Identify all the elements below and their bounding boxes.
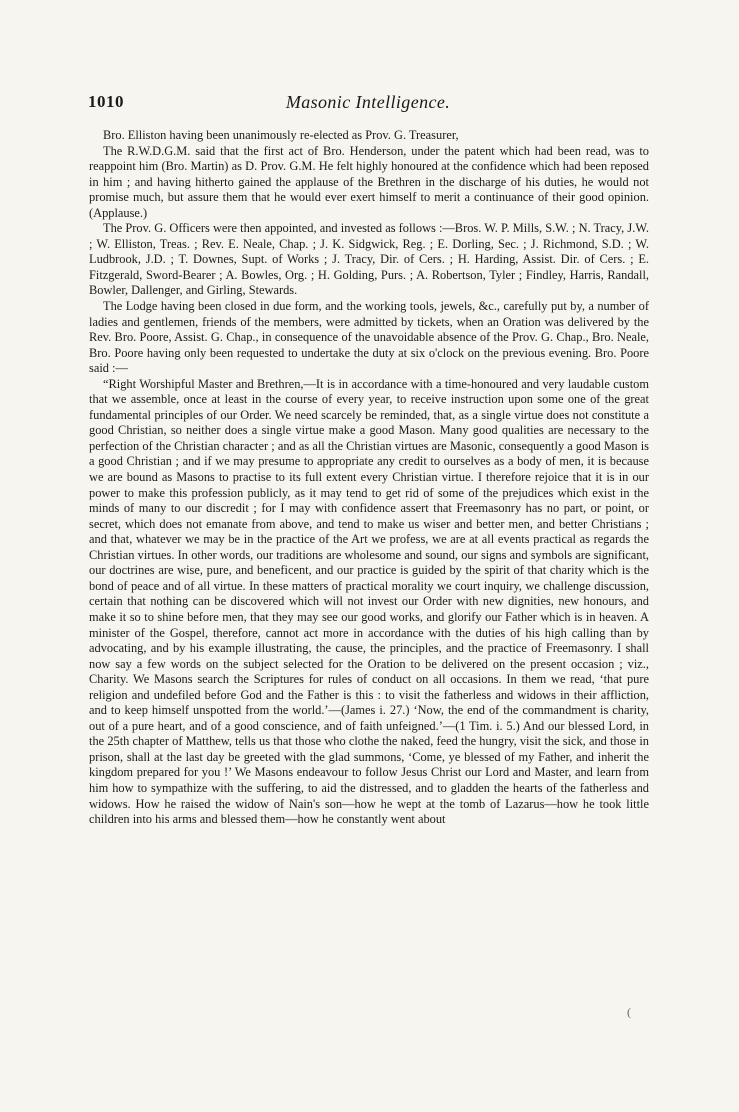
running-title: Masonic Intelligence. [285, 92, 451, 112]
article-body [89, 128, 649, 828]
page-header [88, 92, 648, 116]
paragraph-treasurer: Bro. Elliston having been unanimously re-elected as Prov. G. Treasurer, [103, 128, 459, 142]
page-number: 1010 [88, 92, 124, 111]
paragraph-oration: “Right Worshipful Master and Brethren,—It is in accordance with a time-honoured and very laudable custom that we assemble, once at least in the course of every year, to receive instruction upon some one of the great fundamental principles of our Order. We need scarcely be reminded, that, as a single virtue does not constitute a good Christian, so neither does a single virtue make a good Mason. Many good qualities are necessary to the perfection of the Christian character ; and as all the Christian virtues are Masonic, consequently a good Mason is a good Christian ; and if we may presume to appropriate any credit to ourselves as a body of men, it is because we are bound as Masons to practise to its full extent every Christian virtue. I therefore rejoice that it is in our power to make this profession publicly, as it may tend to get rid of some of the prejudices which exist in the minds of many to our discredit ; for I may with confidence assert that Freemasonry has no part, or point, or secret, which does not emanate from above, and tend to make us wiser and better men, and better Christians ; and that, whatever we may be in the practice of the Art we profess, we are at all events practical as regards the Christian virtues. In other words, our traditions are wholesome and sound, our signs and symbols are significant, our doctrines are wise, pure, and beneficent, and our practice is guided by the spirit of that charity which is the bond of peace and of all virtue. In these matters of practical morality we court inquiry, we challenge discussion, certain that nothing can be discovered which will not invest our Order with new dignities, new honours, and make it so to shine before men, that they may see our good works, and glorify our Father which is in heaven. A minister of the Gospel, therefore, cannot act more in accordance with the duties of his high calling than by advocating, and by his example illustrating, the cause, the principles, and the practice of Freemasonry. I shall now say a few words on the subject selected for the Oration to be delivered on the present occasion ; viz., Charity. We Masons search the Scriptures for rules of conduct on all occasions. In them we read, ‘that pure religion and undefiled before God and the Father is this : to visit the fatherless and widows in their affliction, and to keep himself unspotted from the world.’—(James i. 27.) ‘Now, the end of the commandment is charity, out of a pure heart, and of a good conscience, and of faith unfeigned.’—(1 Tim. i. 5.) And our blessed Lord, in the 25th chapter of Matthew, tells us that those who clothe the naked, feed the hungry, visit the sick, and those in prison, shall at the last day be greeted with the glad summons, ‘Come, ye blessed of my Father, and inherit the kingdom prepared for you !’ We Masons endeavour to follow Jesus Christ our Lord and Master, and learn from him how to sympathize with the suffering, to aid the distressed, and to gladden the hearts of the fatherless and widows. How he raised the widow of Nain's son—how he wept at the tomb of Lazarus—how he took little children into his arms and blessed them—how he constantly went about [89, 376, 649, 827]
paragraph-lodge-closed: The Lodge having been closed in due form, and the working tools, jewels, &c., carefully put by, a number of ladies and gentlemen, friends of the members, were admitted by tickets, when an Oration was delivered by the Rev. Bro. Poore, Assist. G. Chap., in consequence of the unavoidable absence of the Prov. G. Chap., Bro. Neale, Bro. Poore having only been requested to undertake the duty at six o'clock on the previous evening. Bro. Poore said :— [89, 299, 649, 376]
margin-mark: ( [627, 1005, 631, 1019]
paragraph-deputy-appointment: The R.W.D.G.M. said that the first act of Bro. Henderson, under the patent which had been read, was to reappoint him (Bro. Martin) as D. Prov. G.M. He felt highly honoured at the confidence which had been reposed in him ; and having hitherto gained the applause of the Brethren in the discharge of his duties, he would not promise much, but assure them that he would ever exert himself to merit a continuance of their good opinion. (Applause.) [89, 143, 649, 220]
paragraph-officers: The Prov. G. Officers were then appointed, and invested as follows :—Bros. W. P. Mills, S.W. ; N. Tracy, J.W. ; W. Elliston, Treas. ; Rev. E. Neale, Chap. ; J. K. Sidgwick, Reg. ; E. Dorling, Sec. ; J. Richmond, S.D. ; W. Ludbrook, J.D. ; T. Downes, Supt. of Works ; J. Tracy, Dir. of Cers. ; H. Harding, Assist. Dir. of Cers. ; E. Fitzgerald, Sword-Bearer ; A. Bowles, Org. ; H. Golding, Purs. ; A. Robertson, Tyler ; Findley, Harris, Randall, Bowler, Dallenger, and Girling, Stewards. [89, 221, 649, 298]
